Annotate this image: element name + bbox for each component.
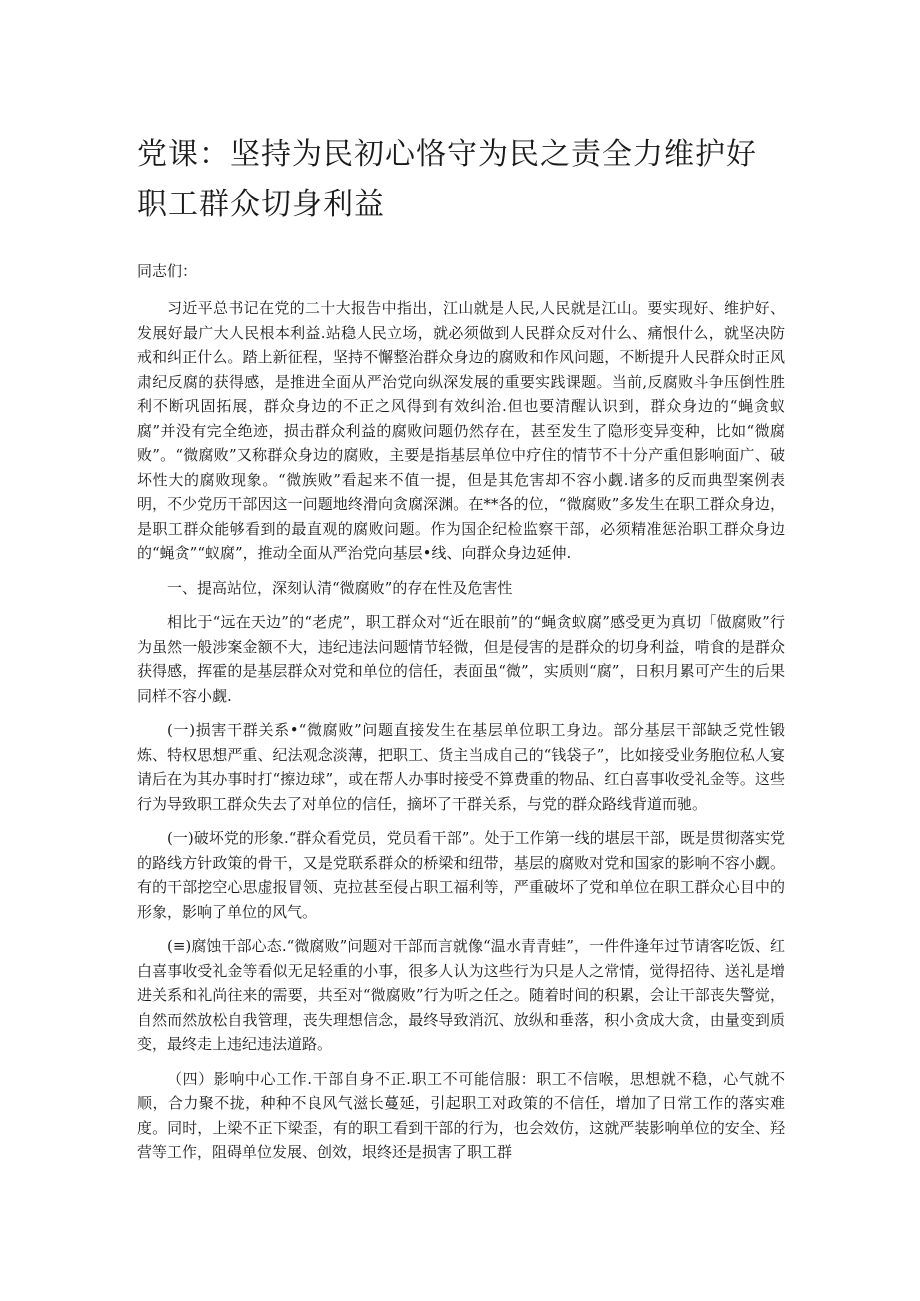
point-4-paragraph: （四）影响中心工作.干部自身不正.职工不可能信服：职工不信喉，思想就不稳，心气就不顺，合力聚不拢，种种不良风气滋长蔓延，引起职工对政策的不信任，增加了日常工作的落实难度。同时，上梁不正下梁歪，有的职工看到干部的行为，也会效仿，这就严装影响单位的安全、羟营等工作，阻碍单位发展、创效，垠终还是损害了职工群 xyxy=(137,1069,785,1161)
point-3-paragraph: (≡)腐蚀干部心态.“微腐败”问题对干部而言就像“温水青青蛙”，一件件逢年过节请客吃饭、红白喜事收受礼金等看似无足轻重的小事，很多人认为这些行为只是人之常情，觉得招待、送礼是增进关系和礼尚往来的需要，共至对“微腐败”行为听之任之。随着时间的积累，会让干部丧失警觉，自然而然放松自我管理，丧失理想信念，最终导致消沉、放纵和垂落，积小贪成大贪，由量变到质变，最终走上违纪违法道路。 xyxy=(137,937,785,1053)
intro-paragraph: 习近平总书记在党的二十大报告中指出，江山就是人民,人民就是江山。要实现好、维护好、发展好最广大人民根本利益.站稳人民立场，就必须做到人民群众反对什么、痛恨什么，就坚决防戒和纠正什么。踏上新征程，坚持不懈整治群众身边的腐败和作风问题，不断提升人民群众时正风肃纪反腐的获得感，是推进全面从严治党向纵深发展的重要实践课题。当前,反腐败斗争压倒性胜利不断巩固拓展，群众身边的不正之风得到有效纠治.但也要清醒认识到，群众身边的“蝇贪蚁腐”并没有完全绝迹，损击群众利益的腐败问题仍然存在，甚至发生了隐形变异变种，比如“微腐败”。“微腐败”又称群众身边的腐败，主要是指基层单位中疗住的情节不十分产重但影响面广、破坏性大的腐败现象。“微族败”看起来不值一提，但是其危害却不容小觑.诸多的反而典型案例表明，不少党历干部因这一问题地终滑向贪腐深渊。在**各的位，“微腐败”多发生在职工群众身边，是职工群众能够看到的最直观的腐败问题。作为国企纪检监察干部，必须精准惩治职工群众身边的“蝇贪”“蚁腐”，推动全面从严治党向基层•线、向群众身边延伸. xyxy=(137,299,785,562)
section-1-intro-paragraph: 相比于“远在天边”的“老虎”，职工群众对“近在眼前”的“蝇贪蚁腐”感受更为真切「做腐败”行为虽然一般涉案金额不大，违纪违法问题情节轻微，但是侵害的是群众的切身利益，啃食的是群众获得感，挥霍的是基层群众对党和单位的信任，表面虽“微”，实质则“腐”，日积月累可产生的后果同样不容小觑. xyxy=(137,613,785,705)
document-page xyxy=(137,130,785,1175)
point-2-paragraph: (一)破坏党的形象.“群众看党员，党员看干部”。处于工作第一线的堪层干部，既是贯彻落实党的路线方针政策的骨干，又是党联系群众的桥梁和纽带，基层的腐败对党和国家的影响不容小觑。有的干部挖空心思虚报冒领、克拉甚至侵占职工福利等，严重破坏了党和单位在职工群众心目中的形象，影响了单位的风气。 xyxy=(137,829,785,921)
section-1-heading: 一、提高站位，深刻认清“微腐败”的存在性及危害性 xyxy=(167,578,513,597)
point-1-paragraph: (一)损害干群关系•“微腐败”问题直接发生在基层单位职工身边。部分基层干部缺乏党性锻炼、特权思想严重、纪法观念淡薄，把职工、货主当成自己的“钱袋子”，比如接受业务胞位私人宴请后在为其办事时打“擦边球”，或在帮人办事时接受不算费重的物品、红白喜事收受礼金等。这些行为导致职工群众失去了对单位的信任，摘坏了干群关系，与党的群众路线背道而驰。 xyxy=(137,721,785,813)
salutation: 同志们： xyxy=(137,262,198,280)
document-title: 党课：坚持为民初心恪守为民之责全力维护好职工群众切身利益 xyxy=(137,137,757,222)
